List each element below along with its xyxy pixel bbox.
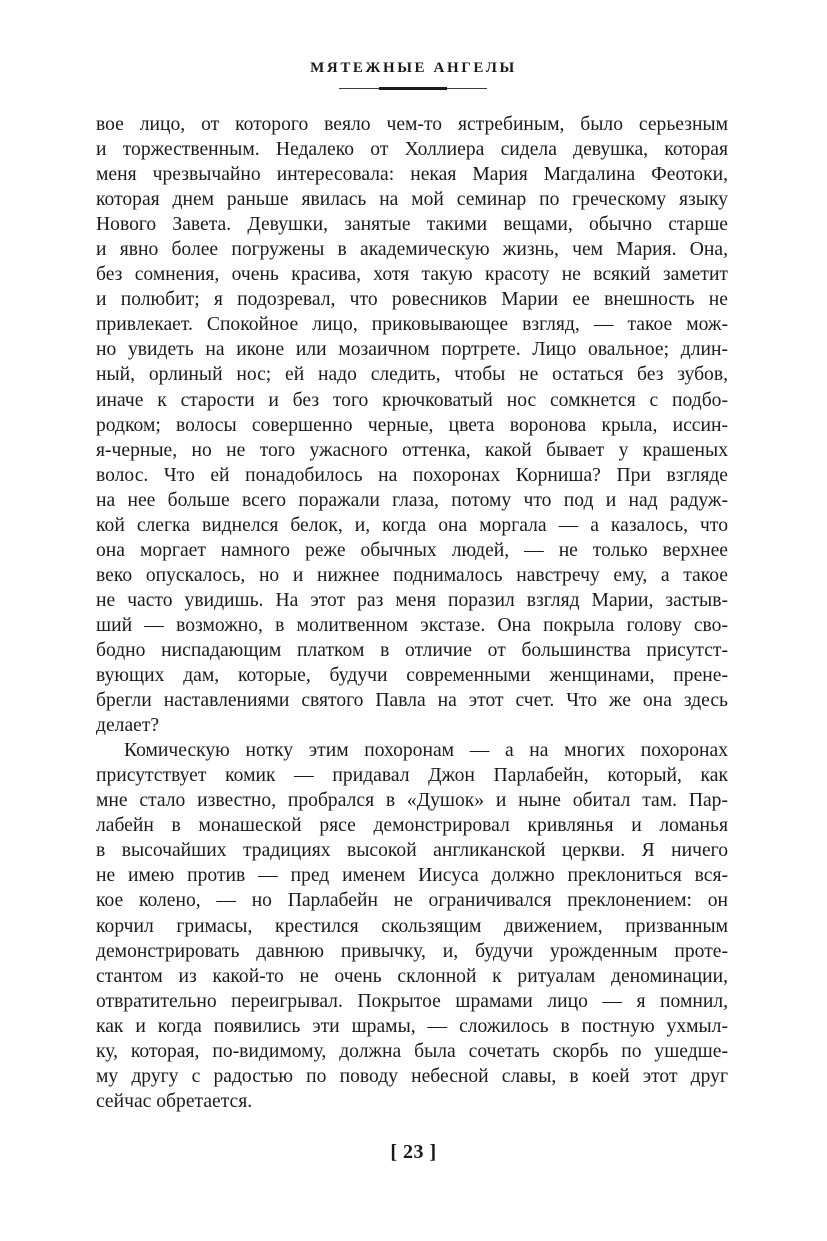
- text-line: и торжественным. Недалеко от Холлиера сидела девушка, которая: [96, 139, 728, 161]
- paragraph-start-line: Комическую нотку этим похоронам — а на многих похоронах: [124, 740, 728, 762]
- text-line: стантом из какой-то не очень склонной к ритуалам деноминации,: [96, 965, 728, 987]
- text-line: му другу с радостью по поводу небесной славы, в коей этот друг: [96, 1065, 728, 1087]
- page-number: [ 23 ]: [390, 1141, 437, 1163]
- text-line: корчил гримасы, крестился скользящим движением, призванным: [96, 915, 728, 937]
- text-line: сейчас обретается.: [96, 1090, 253, 1112]
- text-line: волос. Что ей понадобилось на похоронах Корниша? При взгляде: [96, 464, 728, 486]
- text-line: без сомнения, очень красива, хотя такую красоту не всякий заметит: [96, 264, 728, 286]
- running-head-title: МЯТЕЖНЫЕ АНГЕЛЫ: [310, 60, 517, 76]
- text-line: вующих дам, которые, будучи современными женщинами, прене-: [96, 665, 728, 687]
- text-line: которая днем раньше явилась на мой семинар по греческому языку: [96, 189, 728, 211]
- text-line: кое колено, — но Парлабейн не ограничивался преклонением: он: [96, 890, 728, 912]
- body-text: [96, 112, 728, 1114]
- text-line: веко опускалось, но и нижнее поднималось навстречу ему, а такое: [96, 564, 728, 586]
- text-line: присутствует комик — придавал Джон Парлабейн, который, как: [96, 765, 728, 787]
- text-line: Нового Завета. Девушки, занятые такими вещами, обычно старше: [96, 214, 728, 236]
- header-rule-accent: [379, 87, 447, 90]
- text-line: отвратительно переигрывал. Покрытое шрамами лицо — я помнил,: [96, 990, 728, 1012]
- text-line: как и когда появились эти шрамы, — сложилось в постную ухмыл-: [96, 1015, 728, 1037]
- text-line: меня чрезвычайно интересовала: некая Мария Магдалина Феотоки,: [96, 164, 728, 186]
- text-line: не часто увидишь. На этот раз меня поразил взгляд Марии, застыв-: [96, 589, 728, 611]
- text-line: иначе к старости и без того крючковатый нос сомкнется с подбо-: [96, 389, 728, 411]
- text-line: на нее больше всего поражали глаза, потому что под и над радуж-: [96, 489, 728, 511]
- text-line: я-черные, но не того ужасного оттенка, какой бывает у крашеных: [96, 439, 728, 461]
- text-line: и явно более погружены в академическую жизнь, чем Мария. Она,: [96, 239, 728, 261]
- text-line: бодно ниспадающим платком в отличие от большинства присутст-: [96, 639, 728, 661]
- text-line: не имею против — пред именем Иисуса должно преклониться вся-: [96, 865, 728, 887]
- text-line: ный, орлиный нос; ей надо следить, чтобы не остаться без зубов,: [96, 364, 728, 386]
- text-line: но увидеть на иконе или мозаичном портрете. Лицо овальное; длин-: [96, 339, 728, 361]
- text-line: и полюбит; я подозревал, что ровесников Марии ее внешность не: [96, 289, 728, 311]
- text-line: мне стало известно, пробрался в «Душок» и ныне обитал там. Пар-: [96, 790, 728, 812]
- text-line: она моргает намного реже обычных людей, — не только верхнее: [96, 539, 728, 561]
- text-line: демонстрировать давнюю привычку, и, будучи урожденным протe-: [96, 940, 728, 962]
- text-line: делает?: [96, 715, 160, 737]
- text-line: привлекает. Спокойное лицо, приковывающее взгляд, — такое мож-: [96, 314, 728, 336]
- text-line: кой слегка виднелся белок, и, когда она моргала — а казалось, что: [96, 514, 728, 536]
- text-line: брегли наставлениями святого Павла на этот счет. Что же она здесь: [96, 690, 728, 712]
- text-line: ку, которая, по-видимому, должна была сочетать скорбь по ушедше-: [96, 1040, 728, 1062]
- text-line: в высочайших традициях высокой англиканской церкви. Я ничего: [96, 840, 728, 862]
- text-line: родком; волосы совершенно черные, цвета воронова крыла, иссин-: [96, 414, 728, 436]
- text-line: вое лицо, от которого веяло чем-то ястребиным, было серьезным: [96, 114, 728, 135]
- text-line: лабейн в монашеской рясе демонстрировал кривлянья и ломанья: [96, 815, 728, 837]
- text-line: ший — возможно, в молитвенном экстазе. Она покрыла голову сво-: [96, 614, 728, 636]
